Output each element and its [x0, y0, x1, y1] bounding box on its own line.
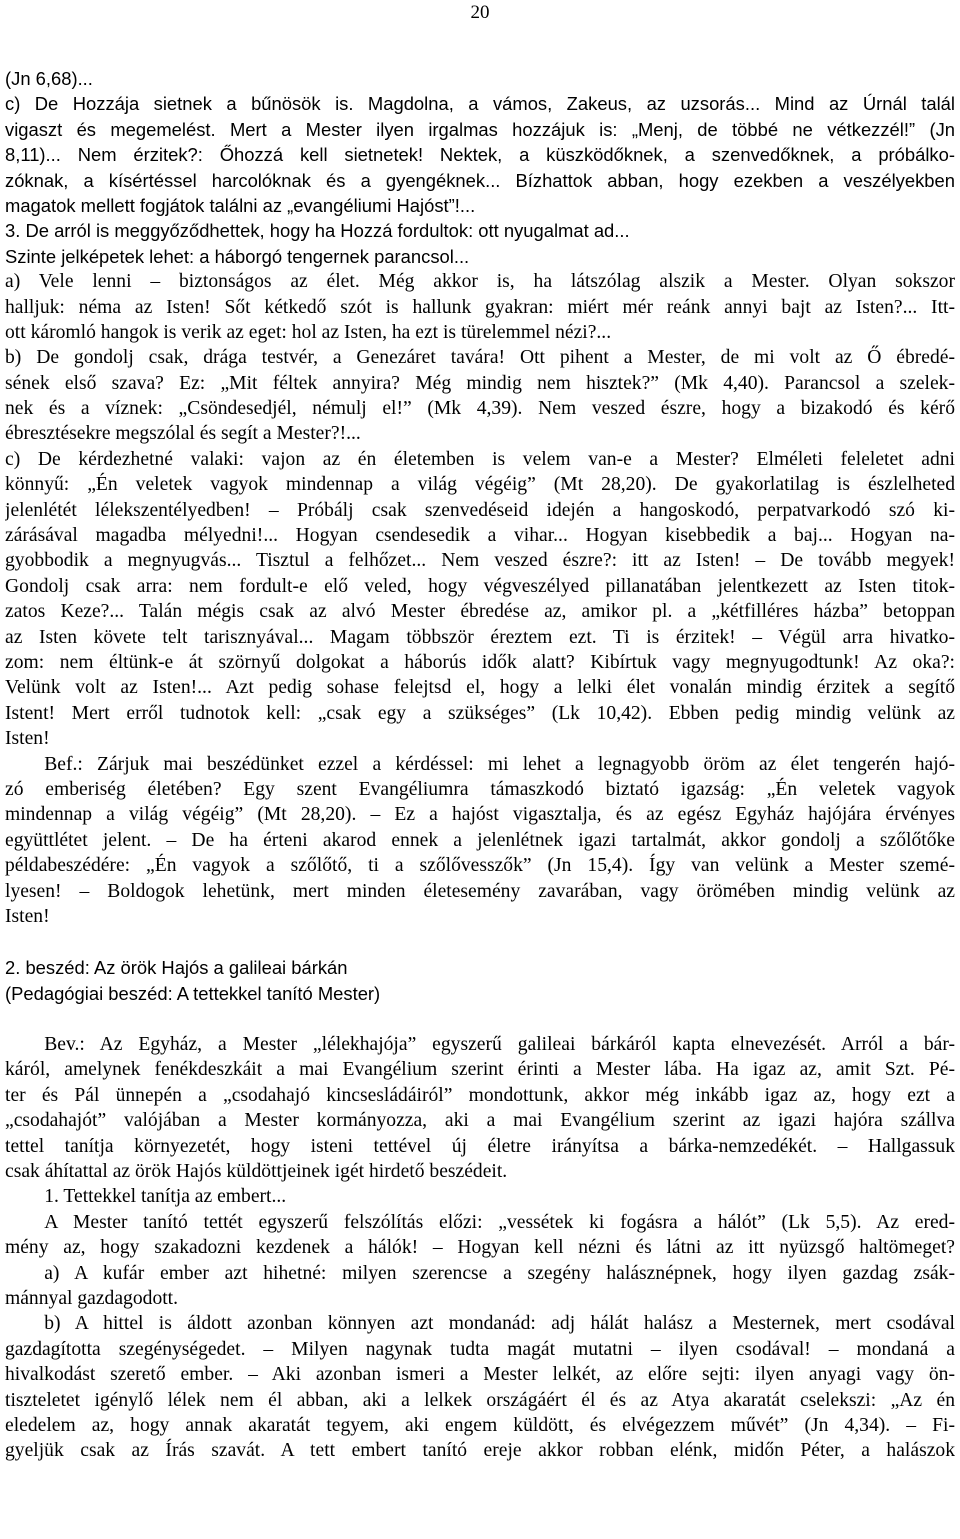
text-line: együttlétet jelent. – De ha érteni akarod ennek a jelenlétnek igazi tartalmát, akkor gondolj a szőlőtőke: [5, 829, 955, 851]
text-line: zárásával magadba mélyedni!... Hogyan csendesedik a vihar... Hogyan kisebbedik a baj... Hogyan na-: [5, 525, 955, 547]
text-line: zóknak, a kísértéssel harcolóknak és a gyengéknek... Bízhattok abban, hogy ezekben a veszélyekben: [5, 169, 955, 191]
text-line: b) De gondolj csak, drága testvér, a Genezáret tavára! Ott pihent a Mester, de mi volt az Ő ébredé-: [5, 347, 955, 369]
section-heading: 2. beszéd: Az örök Hajós a galileai bárkán: [5, 957, 348, 979]
text-line: gazdagította szegénységedet. – Milyen nagynak tudta magát mutatni – ilyen csodával! – mondaná a: [5, 1338, 955, 1360]
text-line: könnyű: „Én veletek vagyok mindennap a világ végéig” (Mt 28,20). De gyakorlatilag is észlelheted: [5, 474, 955, 496]
text-line: gyeljük csak az Írás szavát. A tett embert tanító ereje akkor robban elénk, midőn Péter, a halászok: [5, 1440, 955, 1462]
text-line: Szinte jelképetek lehet: a háborgó tengernek parancsol...: [5, 245, 470, 267]
text-line: eledelem az, hogy annak akaratát tegyem, aki engem küldött, és elvégezzem művét” (Jn 4,34). – Fi-: [5, 1414, 955, 1436]
text-line: sének első szava? Ez: „Mit féltek annyira? Még mindig nem hisztek?” (Mk 4,40). Parancsol a szelek-: [5, 372, 955, 394]
text-line: 8,11)... Nem érzitek?: Őhozzá kell sietnetek! Nektek, a küszködőknek, a szenvedőknek, a próbálko-: [5, 144, 955, 166]
text-line: zom: nem éltünk-e át szörnyű dolgokat a háborús idők alatt? Kibírtuk vagy megnyugodtunk! Az oka?:: [5, 651, 955, 673]
text-line: lyesen! – Boldogok lehetünk, mert minden életesemény zavarában, vagy örömében mindig velünk az: [5, 880, 955, 902]
text-line: mindennap a világ végéig” (Mt 28,20). – Ez a hajóst vigasztalja, és az egész Egyház hajójára érvényes: [5, 804, 955, 826]
text-line: tettel tanítja környezetét, hogy isteni tettével új életre irányítsa a bárka-nemzedékét. – Hallgassuk: [5, 1135, 955, 1157]
text-line: c) De Hozzája sietnek a bűnösök is. Magdolna, a vámos, Zakeus, az uzsorás... Mind az Úrnál talál: [5, 93, 955, 115]
text-line: b) A hittel is áldott azonban könnyen azt mondanád: adj hálát halász a Mesternek, mert csodával: [5, 1313, 955, 1335]
text-line: c) De kérdezhetné valaki: vajon az én életemben is velem van-e a Mester? Elméleti feleletet adni: [5, 448, 955, 470]
text-line: hivalkodást szerető ember. – Aki azonban ismeri a Mester lelkét, az előre sejti: ilyen anyagi vagy ön-: [5, 1364, 955, 1386]
text-line: halljuk: néma az Isten! Sőt kétkedő szót is hallunk gyakran: miért mér reánk annyi bajt az Isten?... Itt-: [5, 296, 955, 318]
text-line: [5, 929, 955, 955]
text-line: nek és a víznek: „Csöndesedjél, némulj el!” (Mk 4,39). Nem veszed észre, hogy a bizakodó és kérő: [5, 398, 955, 420]
text-line: példabeszédére: „Én vagyok a szőlőtő, ti a szőlővesszők” (Jn 15,4). Így van velünk a Mester szemé-: [5, 855, 955, 877]
text-line: vigaszt és megemelést. Mert a Mester ilyen irgalmas hozzájuk is: „Menj, de többé ne vétkezzél!” (Jn: [5, 118, 955, 140]
text-line: ébresztésekre megszólal és segít a Mester?!...: [5, 423, 361, 445]
text-line: zó emberiség életében? Egy szent Evangéliumra támaszkodó biztató igazság: „Én veletek vagyok: [5, 778, 955, 800]
text-line: gyobbodik a megnyugvás... Tisztul a felhőzet... Nem veszed észre?: itt az Isten! – De tovább megyek!: [5, 550, 955, 572]
text-line: A Mester tanító tettét egyszerű felszólítás előzi: „vessétek ki fogásra a hálót” (Lk 5,5). Az ered-: [5, 1211, 955, 1233]
text-line: tiszteletet igénylő lélek nem él abban, aki a lelkek országáért él és az Atya akaratát cselekszi: „Az én: [5, 1389, 955, 1411]
text-line: Istent! Mert erről tudnotok kell: „csak egy a szükséges” (Lk 10,42). Ebben pedig mindig velünk az: [5, 702, 955, 724]
page-number: 20: [470, 2, 490, 23]
text-line: Gondolj csak arra: nem fordult-e elő veled, hogy végveszélyed pillanatában jelentkezett az Isten titok-: [5, 575, 955, 597]
text-line: a) Vele lenni – biztonságos az élet. Még akkor is, ha látszólag alszik a Mester. Olyan sokszor: [5, 271, 955, 293]
text-line: Bev.: Az Egyház, a Mester „lélekhajója” egyszerű galileai bárkáról kapta elnevezését. Arról a bár-: [5, 1034, 955, 1056]
text-line: magatok mellett fogjátok találni az „evangéliumi Hajóst”!...: [5, 194, 476, 216]
text-line: mánnyal gazdagodott.: [5, 1287, 179, 1309]
text-line: Isten!: [5, 905, 50, 927]
text-line: mény az, hogy szakadozni kezdenek a hálók! – Hogyan kell nézni és látni az itt nyüzsgő haltömeget?: [5, 1237, 955, 1259]
text-line: (Jn 6,68)...: [5, 68, 93, 89]
text-line: ott káromló hangok is verik az eget: hol az Isten, ha ezt is türelemmel nézi?...: [5, 321, 612, 343]
text-line: ter és Pál ünnepén a „csodahajó kincsesládáiról” mondottunk, akkor még inkább igaz az, hogy ezt a: [5, 1084, 955, 1106]
section-heading: (Pedagógiai beszéd: A tettekkel tanító Mester): [5, 982, 381, 1004]
text-line: [5, 1006, 955, 1032]
document-body: [5, 66, 955, 1464]
text-line: zatos Keze?... Talán mégis csak az alvó Mester ébredése az, amikor pl. a „kétfilléres házba” betoppan: [5, 601, 955, 623]
text-line: 1. Tettekkel tanítja az embert...: [5, 1186, 287, 1208]
text-line: jelenlétét lélekszentélyedben! – Próbálj csak szenvedéseid idején a hangoskodó, perpatvarkodó szó ki-: [5, 499, 955, 521]
text-line: 3. De arról is meggyőződhettek, hogy ha Hozzá fordultok: ott nyugalmat ad...: [5, 220, 630, 242]
text-line: az Isten követe telt tarisznyával... Magam többször éreztem ezt. Ti is érzitek! – Végül arra hivatko-: [5, 626, 955, 648]
text-line: Velünk volt az Isten!... Azt pedig sohase felejtsd el, hogy a lelki élet vonalán mindig érzitek a segítő: [5, 677, 955, 699]
text-line: „csodahajót” valójában a Mester kormányozza, aki a mai Evangélium szerint az igazi hajóra szállva: [5, 1110, 955, 1132]
text-line: a) A kufár ember azt hihetné: milyen szerencse a szegény halásznépnek, hogy ilyen gazdag zsák-: [5, 1262, 955, 1284]
text-line: Isten!: [5, 728, 50, 750]
text-line: csak áhítattal az örök Hajós küldöttjeinek igét hirdető beszédeit.: [5, 1161, 508, 1183]
text-line: Bef.: Zárjuk mai beszédünket ezzel a kérdéssel: mi lehet a legnagyobb öröm az élet tengerén hajó-: [5, 753, 955, 775]
text-line: káról, amelynek fenékdeszkáit a mai Evangélium szerint érinti a Mester lába. Ha igaz az, amit Szt. Pé-: [5, 1059, 955, 1081]
